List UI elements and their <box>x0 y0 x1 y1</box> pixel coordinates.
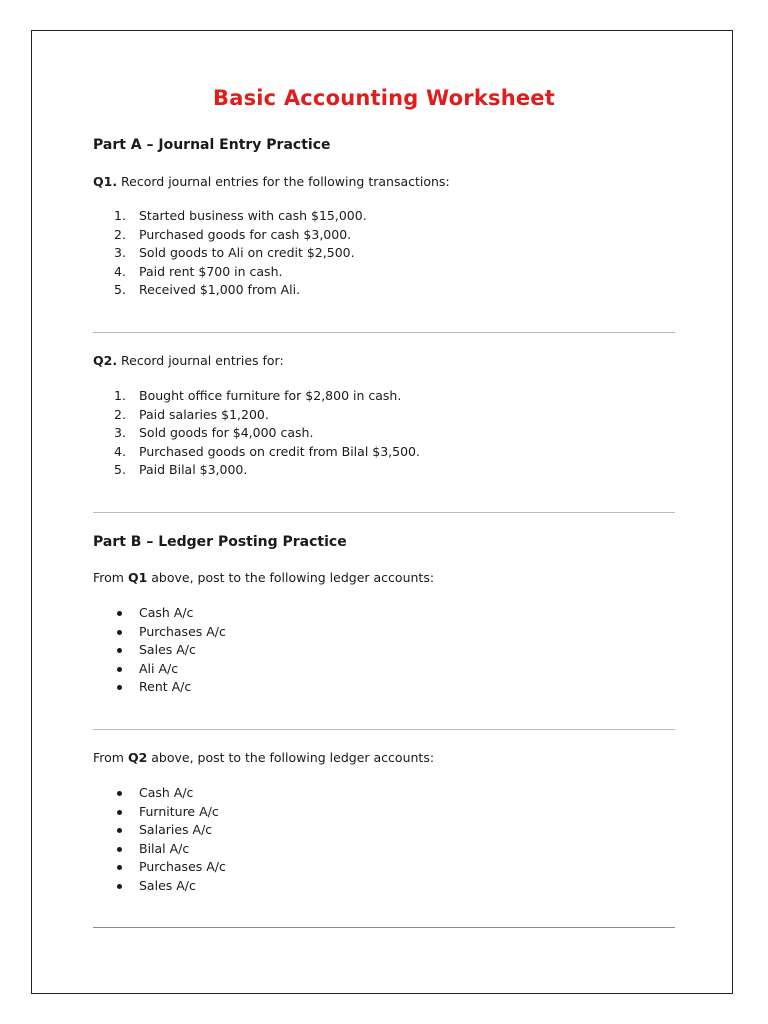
instruction-suffix: above, post to the following ledger accounts: <box>147 570 435 585</box>
ledger-account: Sales A/c <box>139 877 196 893</box>
divider <box>93 332 675 333</box>
ledger-account: Purchases A/c <box>139 623 226 639</box>
list-item <box>93 877 226 896</box>
q2-prompt <box>93 353 284 368</box>
list-item: 2. Paid salaries $1,200. <box>114 406 269 422</box>
q1-prompt <box>93 174 450 189</box>
q2-label: Q2. <box>93 353 118 368</box>
bullet-icon <box>117 648 122 653</box>
list-item: 3. Sold goods to Ali on credit $2,500. <box>114 245 355 260</box>
bullet-icon <box>117 828 122 833</box>
part-b-heading: Part B – Ledger Posting Practice <box>93 534 347 550</box>
list-item: 1. Started business with cash $15,000. <box>114 208 367 223</box>
bullet-icon <box>117 865 122 870</box>
instruction-suffix: above, post to the following ledger accounts: <box>147 750 435 765</box>
list-item <box>93 678 226 697</box>
q2-item-text: Paid Bilal $3,000. <box>139 462 248 477</box>
list-item: 2. Purchased goods for cash $3,000. <box>114 226 352 242</box>
divider <box>93 927 675 928</box>
q2-item-text: Sold goods for $4,000 cash. <box>139 425 314 440</box>
bullet-icon <box>117 611 122 616</box>
bullet-icon <box>117 685 122 690</box>
list-item <box>93 821 226 840</box>
q1-item-text: Started business with cash $15,000. <box>139 208 367 223</box>
q1-item-text: Received $1,000 from Ali. <box>139 282 301 297</box>
part-a-heading: Part A – Journal Entry Practice <box>93 137 331 153</box>
bullet-icon <box>117 884 122 889</box>
list-item <box>93 641 226 660</box>
list-item <box>93 784 226 803</box>
instruction-prefix: From <box>93 750 128 765</box>
q2-item-text: Purchased goods on credit from Bilal $3,500. <box>139 443 420 459</box>
divider <box>93 729 675 730</box>
list-item <box>93 604 226 623</box>
bullet-icon <box>117 847 122 852</box>
q1-label: Q1. <box>93 174 118 189</box>
q1-item-text: Paid rent $700 in cash. <box>139 263 283 279</box>
list-item: 4. Purchased goods on credit from Bilal $3,500. <box>114 443 420 459</box>
q1-item-text: Purchased goods for cash $3,000. <box>139 226 352 242</box>
list-item: 5. Paid Bilal $3,000. <box>114 462 248 477</box>
bullet-icon <box>117 667 122 672</box>
ledger-account: Rent A/c <box>139 679 192 694</box>
ledger-instruction-q2 <box>93 750 434 765</box>
ledger-account: Ali A/c <box>139 660 179 676</box>
q1-ledger-accounts-list <box>93 604 226 697</box>
q1-reference: Q1 <box>127 570 148 585</box>
q2-text: Record journal entries for: <box>117 353 284 368</box>
list-item: 5. Received $1,000 from Ali. <box>114 282 301 297</box>
list-item: 4. Paid rent $700 in cash. <box>114 263 283 279</box>
list-item <box>93 803 226 822</box>
bullet-icon <box>117 630 122 635</box>
list-item: 3. Sold goods for $4,000 cash. <box>114 425 314 440</box>
instruction-prefix: From <box>93 570 128 585</box>
q1-text: Record journal entries for the following transactions: <box>117 174 450 189</box>
q2-item-text: Paid salaries $1,200. <box>139 406 269 422</box>
q2-item-text: Bought office furniture for $2,800 in cash. <box>139 388 402 403</box>
q1-transaction-list <box>93 207 367 300</box>
list-item <box>93 858 226 877</box>
ledger-account: Furniture A/c <box>139 803 219 819</box>
bullet-icon <box>117 791 122 796</box>
ledger-account: Cash A/c <box>139 605 194 620</box>
list-item: 1. Bought office furniture for $2,800 in cash. <box>114 388 402 403</box>
ledger-account: Purchases A/c <box>139 859 226 874</box>
ledger-account: Bilal A/c <box>139 840 190 856</box>
ledger-instruction-q1 <box>93 570 434 585</box>
list-item <box>93 660 226 679</box>
q1-item-text: Sold goods to Ali on credit $2,500. <box>139 245 355 260</box>
q2-transaction-list <box>93 387 420 480</box>
ledger-account: Cash A/c <box>139 785 194 800</box>
ledger-account: Salaries A/c <box>139 822 213 837</box>
list-item <box>93 840 226 859</box>
bullet-icon <box>117 810 122 815</box>
ledger-account: Sales A/c <box>139 642 196 657</box>
worksheet-title: Basic Accounting Worksheet <box>213 86 555 110</box>
q2-ledger-accounts-list <box>93 784 226 895</box>
list-item <box>93 623 226 642</box>
q2-reference: Q2 <box>127 750 148 765</box>
divider <box>93 512 675 513</box>
